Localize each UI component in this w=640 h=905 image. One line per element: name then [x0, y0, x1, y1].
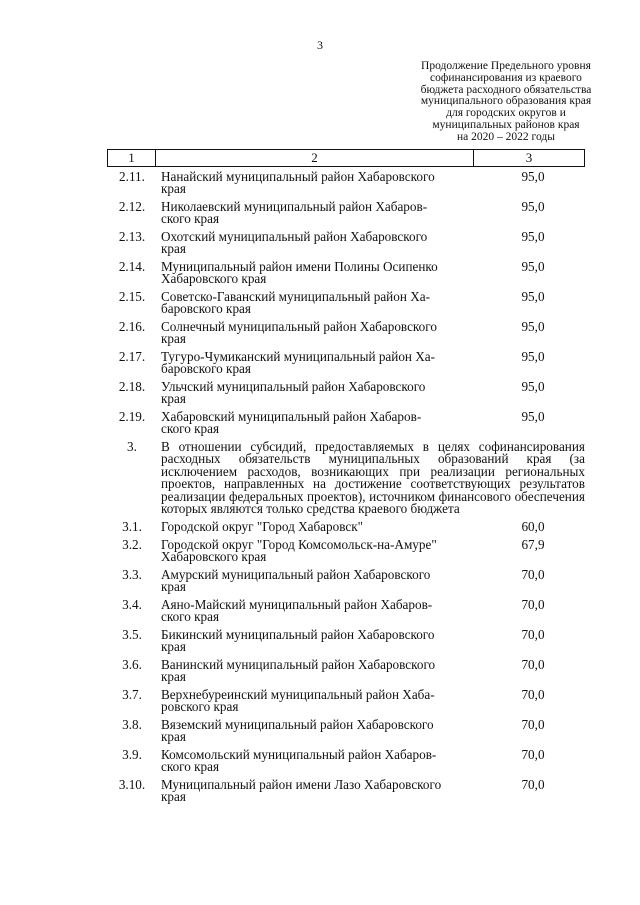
- row-name-line: Комсомольский муниципальный район Хабаров-: [161, 747, 437, 763]
- row-name-line: Амурский муниципальный район Хабаровского: [161, 567, 431, 583]
- row-value: 95,0: [521, 379, 545, 394]
- row-value: 95,0: [521, 229, 545, 244]
- row-name-line: Верхнебуреинский муниципальный район Хаба-: [161, 687, 435, 703]
- row-name-line: края: [161, 181, 186, 197]
- table-row: [107, 599, 585, 624]
- row-name-line: края: [161, 789, 186, 805]
- column-header-2: 2: [156, 150, 474, 166]
- row-name-line: Муниципальный район имени Лазо Хабаровского: [161, 777, 442, 793]
- row-name: [157, 749, 477, 774]
- row-name-line: Муниципальный район имени Полины Осипенко: [161, 259, 438, 274]
- row-name: [157, 689, 477, 714]
- continuation-title: [396, 61, 616, 144]
- row-number: 3.10.: [118, 777, 146, 793]
- row-name: [157, 719, 477, 744]
- row-name-line: Хабаровского края: [161, 271, 267, 287]
- row-value: 95,0: [521, 319, 545, 334]
- row-number: 2.15.: [118, 289, 146, 304]
- row-name: [157, 381, 477, 406]
- row-number: 2.17.: [118, 349, 146, 364]
- row-name: [157, 629, 477, 654]
- row-name-line: Хабаровского края: [161, 549, 267, 565]
- continuation-title-line: на 2020 – 2022 годы: [457, 130, 555, 143]
- row-name-line: Бикинский муниципальный район Хабаровского: [161, 627, 435, 643]
- row-number: 3.9.: [122, 747, 142, 763]
- row-name-line: Городской округ "Город Хабаровск": [161, 519, 364, 535]
- row-name-line: Городской округ "Город Комсомольск-на-Амуре": [161, 537, 437, 553]
- row-name-line: Солнечный муниципальный район Хабаровского: [161, 319, 437, 334]
- row-name: [157, 231, 477, 256]
- table-row: [107, 749, 585, 774]
- row-name: [157, 539, 477, 564]
- row-value: 70,0: [521, 627, 545, 643]
- row-name-line: Аяно-Майский муниципальный район Хабаров-: [161, 597, 433, 613]
- row-name-line: ского края: [161, 759, 220, 775]
- row-name: [157, 521, 477, 533]
- table-row: [107, 659, 585, 684]
- table-row: [107, 201, 585, 226]
- row-value: 70,0: [521, 657, 545, 673]
- row-number: 3.4.: [122, 597, 142, 613]
- continuation-title-line: бюджета расходного обязательства: [420, 83, 592, 96]
- row-name-line: края: [161, 579, 186, 595]
- row-value: 95,0: [521, 169, 545, 184]
- table-row: [107, 381, 585, 406]
- row-value: 60,0: [521, 519, 545, 535]
- row-number: 3.7.: [122, 687, 142, 703]
- row-number: 3.6.: [122, 657, 142, 673]
- row-name-line: Ульчский муниципальный район Хабаровского: [161, 379, 426, 394]
- table-row: [107, 569, 585, 594]
- table-row: [107, 779, 585, 804]
- table-row: [107, 539, 585, 564]
- row-name: [157, 351, 477, 376]
- continuation-title-line: Продолжение Предельного уровня: [421, 60, 591, 72]
- table-header: [107, 149, 585, 167]
- row-name: [157, 599, 477, 624]
- table-row: [107, 411, 585, 436]
- row-name-line: Николаевский муниципальный район Хабаров-: [161, 199, 428, 214]
- row-name: [157, 321, 477, 346]
- row-name-line: ровского края: [161, 699, 239, 715]
- row-value: 70,0: [521, 717, 545, 733]
- row-value: 70,0: [521, 777, 545, 793]
- row-name-line: ского края: [161, 609, 220, 625]
- row-number: 2.19.: [118, 409, 146, 424]
- row-name-line: Нанайский муниципальный район Хабаровского: [161, 169, 435, 184]
- row-name-line: края: [161, 241, 186, 257]
- table-row: [107, 521, 585, 533]
- row-number: 3.8.: [122, 717, 142, 733]
- row-value: 70,0: [521, 597, 545, 613]
- table-row: [107, 231, 585, 256]
- row-name-line: Советско-Гаванский муниципальный район Ха-: [161, 289, 430, 304]
- column-header-1: 1: [108, 150, 156, 166]
- row-name-line: баровского края: [161, 301, 251, 317]
- continuation-title-line: муниципальных районов края: [432, 118, 580, 131]
- row-name: [157, 659, 477, 684]
- row-number: 2.16.: [118, 319, 146, 334]
- table-row: [107, 351, 585, 376]
- table-row: [107, 629, 585, 654]
- row-name: [157, 261, 477, 286]
- row-number: 3.1.: [122, 519, 142, 535]
- row-value: 95,0: [521, 409, 545, 424]
- row-value: 70,0: [521, 687, 545, 703]
- row-name-line: Хабаровский муниципальный район Хабаров-: [161, 409, 422, 424]
- row-name-line: края: [161, 639, 186, 655]
- row-name-line: Тугуро-Чумиканский муниципальный район Ха-: [161, 349, 436, 364]
- row-number: 2.11.: [119, 169, 145, 184]
- section-text: В отношении субсидий, предоставляемых в целях софинансирования расходных обязательств муниципальных образований края (за исключением расходов, возникающих при реализации региональных проектов, направленных на достижение соответствующих результатов реализации федеральных проектов), источником финансового обеспечения которых являются только средства краевого бюджета: [161, 439, 585, 517]
- table-row: [107, 261, 585, 286]
- row-number: 3.2.: [122, 537, 142, 553]
- row-name: [157, 201, 477, 226]
- row-number: 3.3.: [122, 567, 142, 583]
- row-number: 2.12.: [118, 199, 146, 214]
- row-name-line: Вяземский муниципальный район Хабаровского: [161, 717, 434, 733]
- row-value: 67,9: [521, 537, 545, 553]
- row-name: [157, 291, 477, 316]
- row-number: 2.14.: [118, 259, 146, 274]
- row-value: 95,0: [521, 349, 545, 364]
- table-body: [107, 171, 585, 809]
- row-number: 2.18.: [118, 379, 146, 394]
- table-row: [107, 321, 585, 346]
- row-name: [157, 411, 477, 436]
- row-number: 3.5.: [122, 627, 142, 643]
- row-value: 95,0: [521, 199, 545, 214]
- row-value: 95,0: [521, 259, 545, 274]
- row-value: 70,0: [521, 567, 545, 583]
- page-number: 3: [317, 38, 323, 52]
- row-number: 2.13.: [118, 229, 146, 244]
- continuation-title-line: муниципального образования края: [420, 95, 592, 108]
- continuation-title-line: для городских округов и: [446, 107, 566, 120]
- continuation-title-line: софинансирования из краевого: [430, 71, 582, 84]
- section-row: [107, 441, 585, 515]
- table-row: [107, 291, 585, 316]
- row-name: [157, 779, 477, 804]
- row-name-line: ского края: [161, 211, 220, 227]
- row-name-line: Ванинский муниципальный район Хабаровского: [161, 657, 436, 673]
- row-value: 95,0: [521, 289, 545, 304]
- table-row: [107, 689, 585, 714]
- row-name-line: Охотский муниципальный район Хабаровского: [161, 229, 428, 244]
- row-name-line: края: [161, 729, 186, 745]
- column-header-3: 3: [525, 150, 533, 165]
- table-row: [107, 719, 585, 744]
- table-row: [107, 171, 585, 196]
- row-name: [157, 171, 477, 196]
- section-number: 3.: [127, 439, 137, 454]
- row-name-line: края: [161, 391, 186, 407]
- row-value: 70,0: [521, 747, 545, 763]
- row-name-line: ского края: [161, 421, 220, 437]
- row-name-line: края: [161, 331, 186, 347]
- row-name-line: баровского края: [161, 361, 251, 377]
- row-name-line: края: [161, 669, 186, 685]
- row-name: [157, 569, 477, 594]
